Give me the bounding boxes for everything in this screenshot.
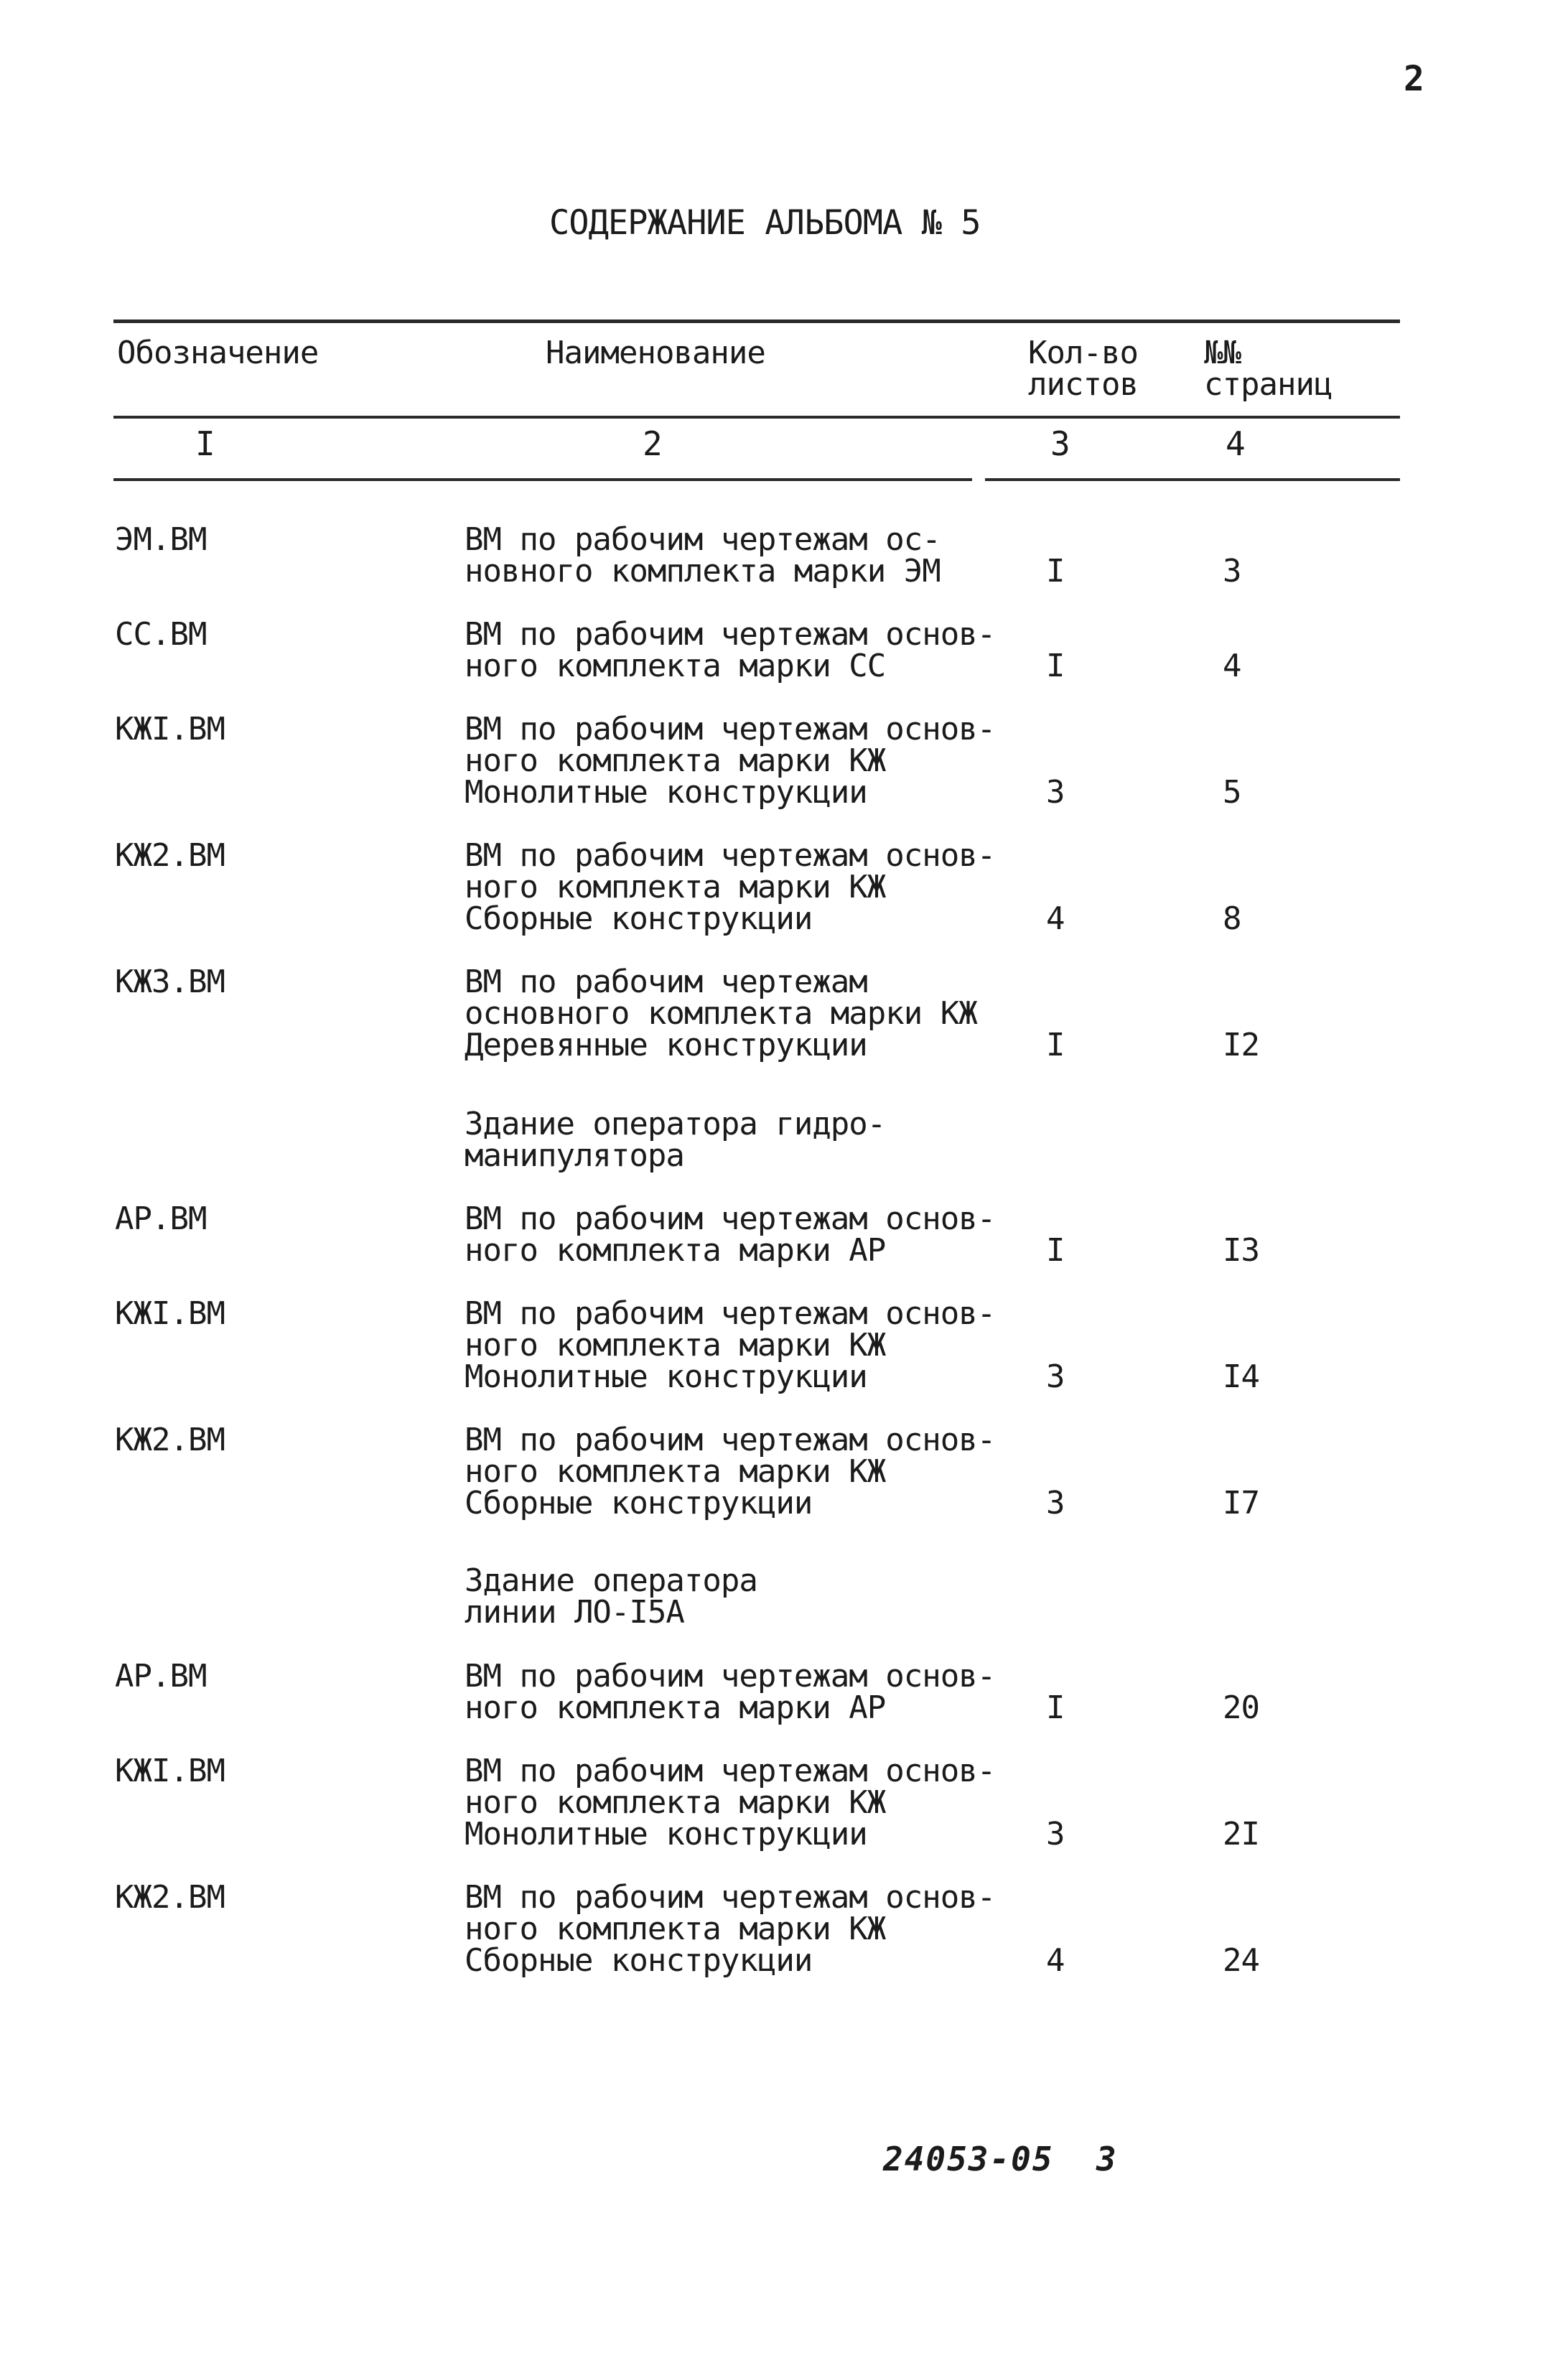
row-sheets: 4 <box>1046 1942 1065 1979</box>
row-designation: КЖ2.ВМ <box>115 1422 225 1458</box>
row-page: 20 <box>1223 1689 1259 1726</box>
row-sheets: I <box>1046 648 1065 684</box>
row-sheets: I <box>1046 553 1065 589</box>
row-designation: ЭМ.ВМ <box>115 521 207 558</box>
section-heading-line: Здание оператора гидро- <box>465 1106 886 1142</box>
row-name-line: ВМ по рабочим чертежам основ- <box>465 616 996 653</box>
section-heading-line: линии ЛО-I5А <box>465 1594 684 1631</box>
column-number-1: I <box>195 424 215 463</box>
row-sheets: 3 <box>1046 1816 1065 1852</box>
row-name-line: ного комплекта марки КЖ <box>465 1453 886 1490</box>
document-stamp: 24053-05 3 <box>883 2140 1118 2178</box>
row-sheets: I <box>1046 1027 1065 1063</box>
row-name-line: ного комплекта марки КЖ <box>465 1911 886 1947</box>
row-name-line: Сборные конструкции <box>465 1942 813 1979</box>
header-pages-line1: №№ <box>1204 335 1241 371</box>
header-divider-rule <box>113 416 1400 419</box>
row-name-line: ВМ по рабочим чертежам основ- <box>465 1201 996 1237</box>
row-name-line: ного комплекта марки КЖ <box>465 1784 886 1821</box>
row-name-line: ВМ по рабочим чертежам основ- <box>465 837 996 874</box>
row-designation: КЖI.ВМ <box>115 1753 225 1789</box>
section-heading-line: манипулятора <box>465 1137 684 1174</box>
row-name-line: ного комплекта марки СС <box>465 648 886 684</box>
column-numbers-rule-right <box>985 478 1400 481</box>
row-page: I3 <box>1223 1232 1259 1269</box>
row-designation: АР.ВМ <box>115 1658 207 1694</box>
row-name-line: ВМ по рабочим чертежам основ- <box>465 711 996 747</box>
header-sheets-line2: листов <box>1028 366 1138 403</box>
column-numbers-rule-left <box>113 478 972 481</box>
row-designation: КЖI.ВМ <box>115 711 225 747</box>
column-number-4: 4 <box>1226 424 1245 463</box>
row-name-line: Монолитные конструкции <box>465 1816 867 1852</box>
row-page: I7 <box>1223 1485 1259 1521</box>
page-number: 2 <box>1404 59 1424 99</box>
column-number-3: 3 <box>1050 424 1070 463</box>
row-name-line: ВМ по рабочим чертежам основ- <box>465 1295 996 1332</box>
row-name-line: Деревянные конструкции <box>465 1027 867 1063</box>
row-name-line: Сборные конструкции <box>465 900 813 937</box>
row-name-line: ВМ по рабочим чертежам основ- <box>465 1422 996 1458</box>
row-page: 8 <box>1223 900 1241 937</box>
row-name-line: ного комплекта марки АР <box>465 1689 886 1726</box>
row-name-line: ного комплекта марки АР <box>465 1232 886 1269</box>
row-page: 2I <box>1223 1816 1259 1852</box>
row-name-line: новного комплекта марки ЭМ <box>465 553 941 589</box>
row-name-line: ВМ по рабочим чертежам ос- <box>465 521 941 558</box>
row-name-line: ВМ по рабочим чертежам основ- <box>465 1753 996 1789</box>
row-name-line: ВМ по рабочим чертежам <box>465 964 867 1000</box>
row-name-line: ВМ по рабочим чертежам основ- <box>465 1658 996 1694</box>
row-sheets: 4 <box>1046 900 1065 937</box>
row-designation: АР.ВМ <box>115 1201 207 1237</box>
row-page: 3 <box>1223 553 1241 589</box>
row-page: 4 <box>1223 648 1241 684</box>
row-designation: КЖ2.ВМ <box>115 837 225 874</box>
row-designation: КЖ3.ВМ <box>115 964 225 1000</box>
row-sheets: 3 <box>1046 1358 1065 1395</box>
row-name-line: Монолитные конструкции <box>465 774 867 811</box>
row-page: I4 <box>1223 1358 1259 1395</box>
row-sheets: I <box>1046 1232 1065 1269</box>
row-name-line: Монолитные конструкции <box>465 1358 867 1395</box>
row-page: 24 <box>1223 1942 1259 1979</box>
header-pages-line2: страниц <box>1204 366 1333 403</box>
row-designation: КЖI.ВМ <box>115 1295 225 1332</box>
row-name-line: Сборные конструкции <box>465 1485 813 1521</box>
section-heading-line: Здание оператора <box>465 1562 757 1599</box>
row-designation: СС.ВМ <box>115 616 207 653</box>
header-sheets-line1: Кол-во <box>1028 335 1138 371</box>
row-page: I2 <box>1223 1027 1259 1063</box>
row-name-line: основного комплекта марки КЖ <box>465 995 977 1032</box>
column-number-2: 2 <box>643 424 662 463</box>
row-name-line: ного комплекта марки КЖ <box>465 742 886 779</box>
table-top-rule <box>113 320 1400 323</box>
page-title: СОДЕРЖАНИЕ АЛЬБОМА № 5 <box>549 203 981 243</box>
row-page: 5 <box>1223 774 1241 811</box>
row-designation: КЖ2.ВМ <box>115 1879 225 1916</box>
row-sheets: 3 <box>1046 1485 1065 1521</box>
row-sheets: I <box>1046 1689 1065 1726</box>
row-name-line: ного комплекта марки КЖ <box>465 869 886 905</box>
header-designation: Обозначение <box>117 335 319 371</box>
row-name-line: ного комплекта марки КЖ <box>465 1327 886 1363</box>
row-sheets: 3 <box>1046 774 1065 811</box>
row-name-line: ВМ по рабочим чертежам основ- <box>465 1879 996 1916</box>
header-name: Наименование <box>546 335 765 371</box>
